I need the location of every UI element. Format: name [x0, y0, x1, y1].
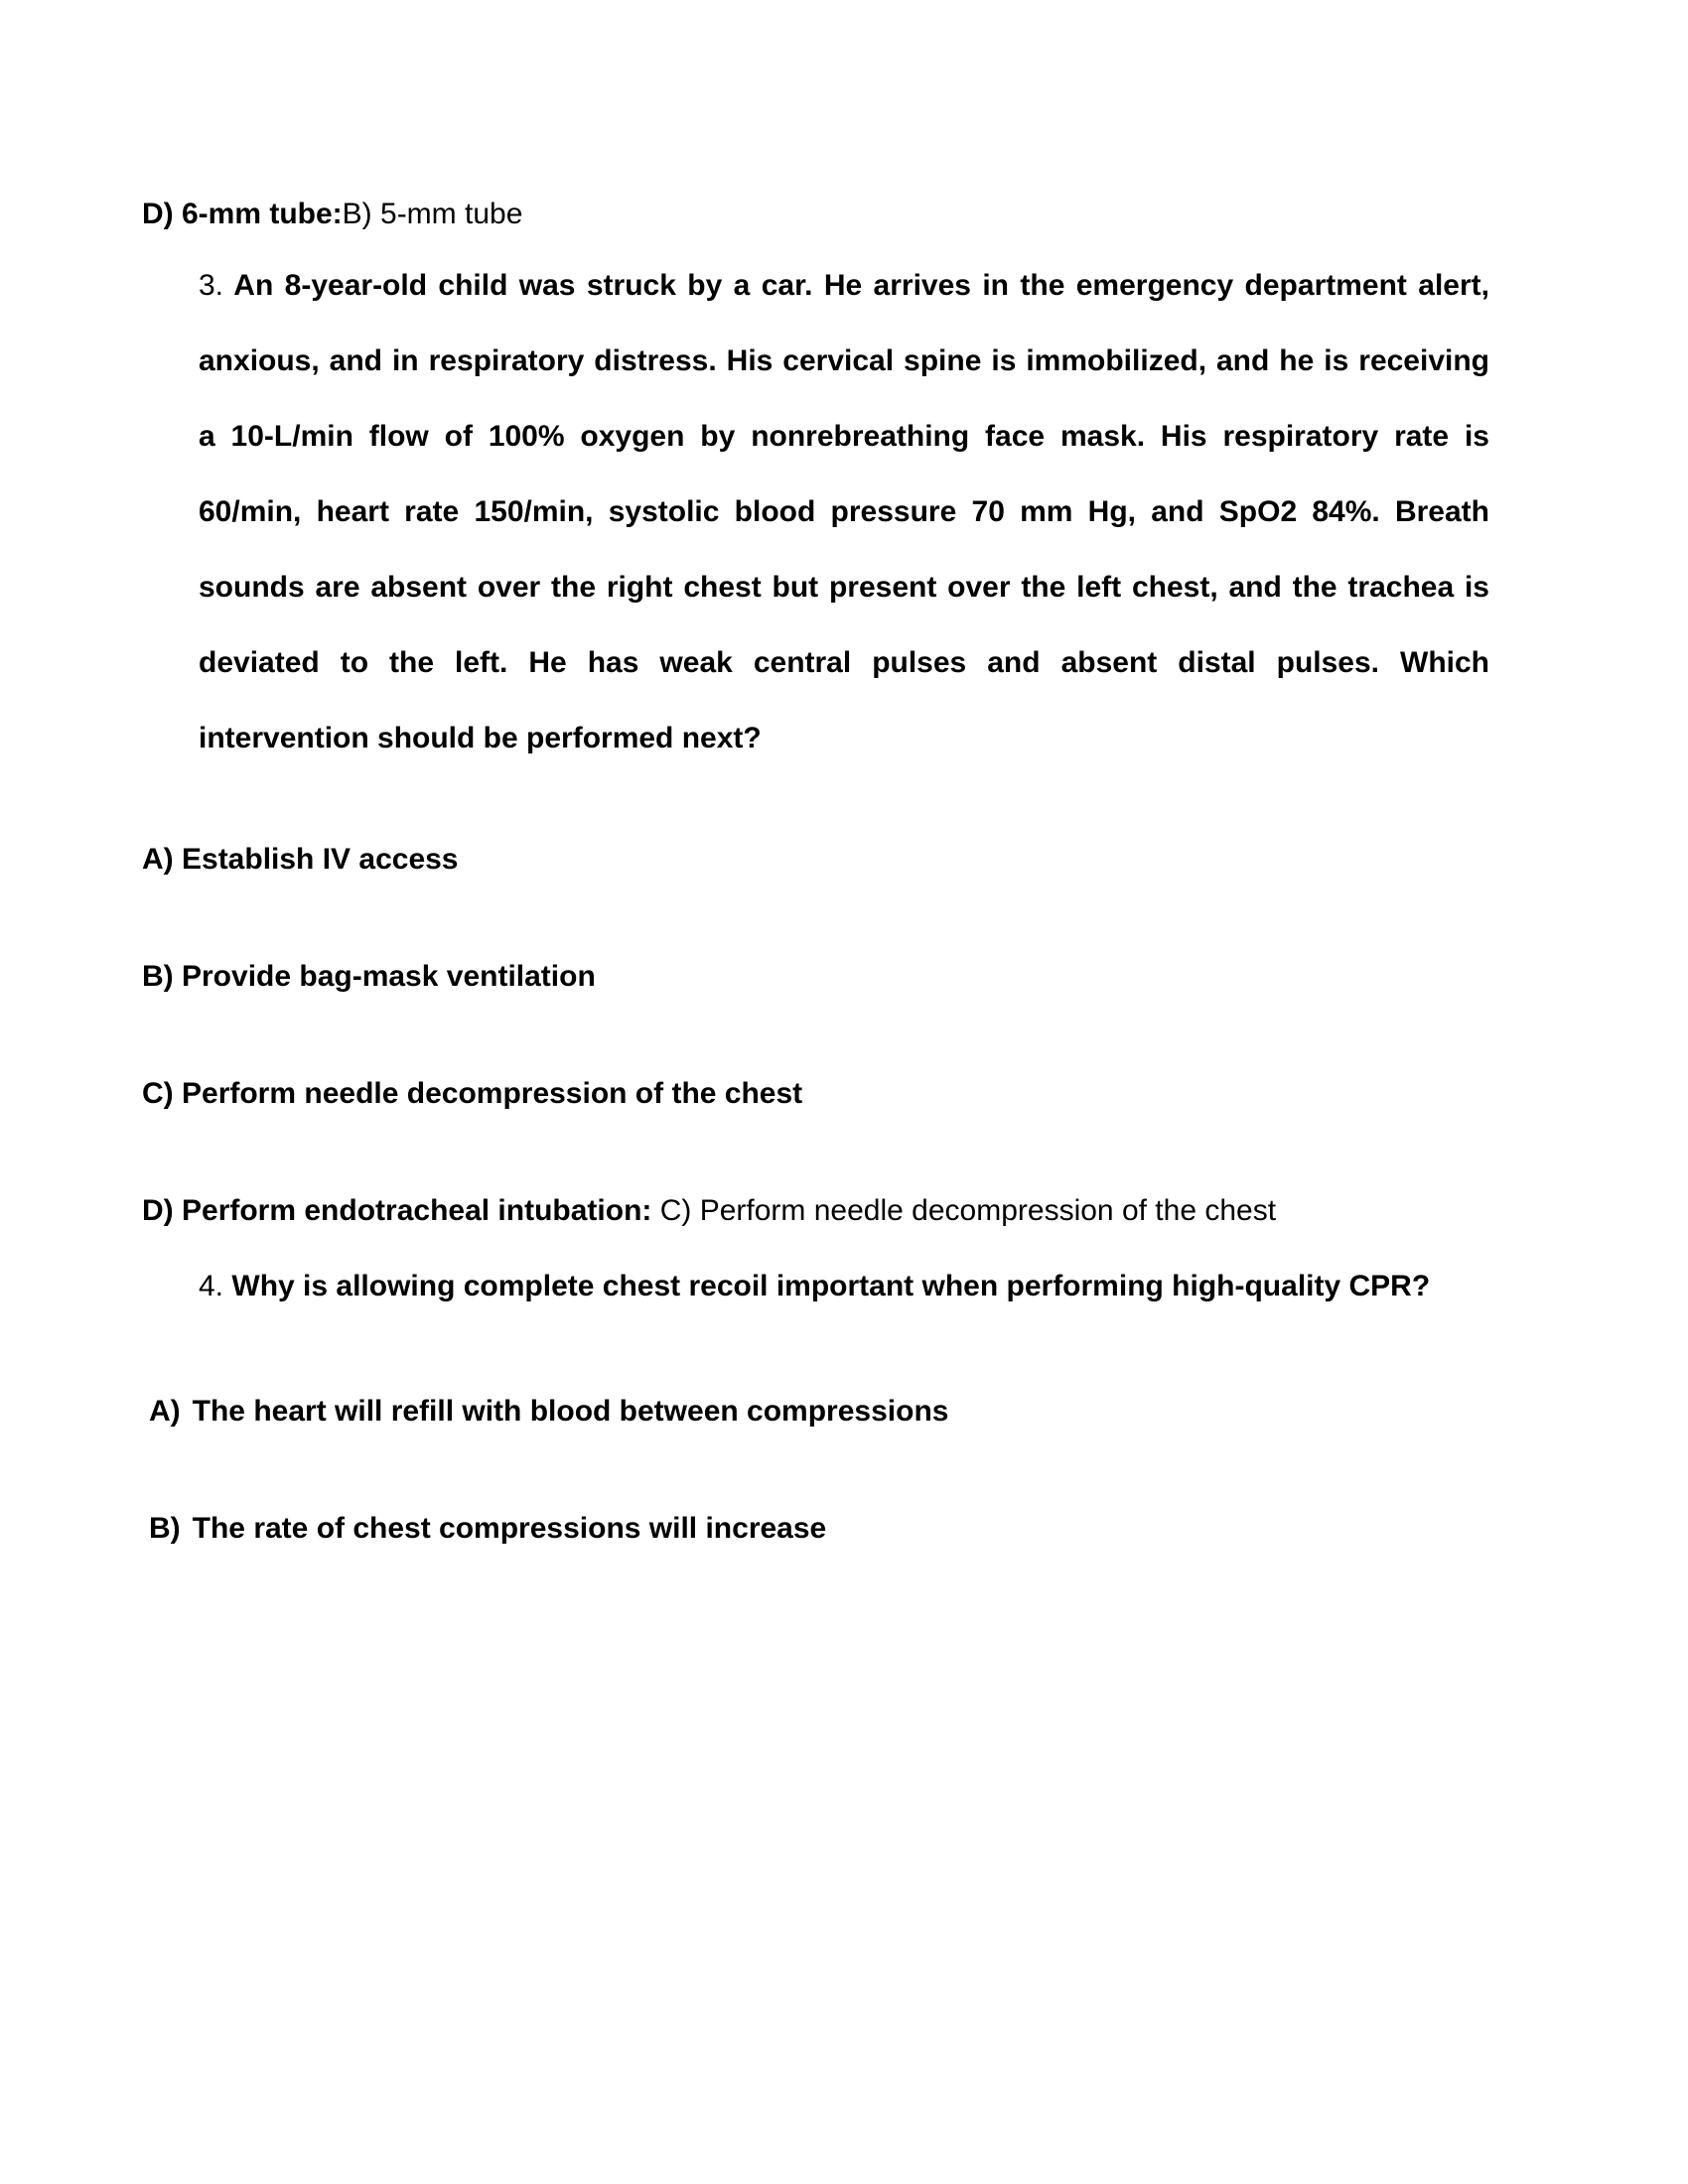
spacer	[142, 1015, 1489, 1056]
question-3-stem-text: An 8-year-old child was struck by a car. He arrives in the emergency department alert, anxious, and in respiratory distress. His cervical spine is immobilized, and he is receiving a 10-L/min flow of 100% oxygen by nonrebreathing face mask. His respiratory rate is 60/min, heart rate 150/min, systolic blood pressure 70 mm Hg, and SpO2 84%. Breath sounds are absent over the right chest but present over the left chest, and the trachea is deviated to the left. He has weak central pulses and absent distal pulses. Which intervention should be performed next?	[199, 269, 1489, 754]
question-4-option-a-label: A)	[149, 1395, 181, 1428]
question-4-option-a	[142, 1374, 1489, 1449]
question-4-option-b-label: B)	[149, 1512, 181, 1545]
spacer	[142, 1324, 1489, 1374]
question-3-option-c-label: C)	[142, 1077, 174, 1110]
question-4-option-a-text: The heart will refill with blood between compressions	[192, 1395, 949, 1428]
spacer	[142, 897, 1489, 939]
question-4-stem	[142, 1249, 1489, 1324]
spacer	[142, 776, 1489, 822]
spacer	[142, 1132, 1489, 1173]
question-4-option-b-text: The rate of chest compressions will increase	[192, 1512, 827, 1545]
question-4-number: 4.	[199, 1270, 224, 1302]
question-3-option-b-text: Provide bag-mask ventilation	[182, 960, 596, 993]
question-3-option-d-label: D)	[142, 1194, 174, 1227]
question-3-option-d	[142, 1173, 1489, 1249]
question-3-option-d-text: Perform endotracheal intubation:	[182, 1194, 652, 1227]
question-3-option-c	[142, 1056, 1489, 1132]
question-3-answer-text: C) Perform needle decompression of the chest	[659, 1194, 1277, 1227]
question-3-option-c-text: Perform needle decompression of the chest	[182, 1077, 803, 1110]
carryover-option-label: D) 6-mm tube:	[142, 198, 343, 230]
question-3-option-a	[142, 822, 1489, 897]
question-3-number: 3.	[199, 269, 224, 302]
question-3-option-b-label: B)	[142, 960, 174, 993]
question-3-option-b	[142, 939, 1489, 1015]
question-3-option-a-text: Establish IV access	[182, 843, 459, 876]
question-4-option-b	[142, 1491, 1489, 1567]
document-content	[142, 189, 1489, 1567]
question-3-stem	[142, 248, 1489, 776]
carryover-answer-line	[142, 189, 1489, 240]
spacer	[142, 1449, 1489, 1491]
question-3-option-a-label: A)	[142, 843, 174, 876]
question-4-stem-text: Why is allowing complete chest recoil important when performing high-quality CPR?	[231, 1270, 1431, 1302]
carryover-answer-text: B) 5-mm tube	[342, 198, 523, 230]
